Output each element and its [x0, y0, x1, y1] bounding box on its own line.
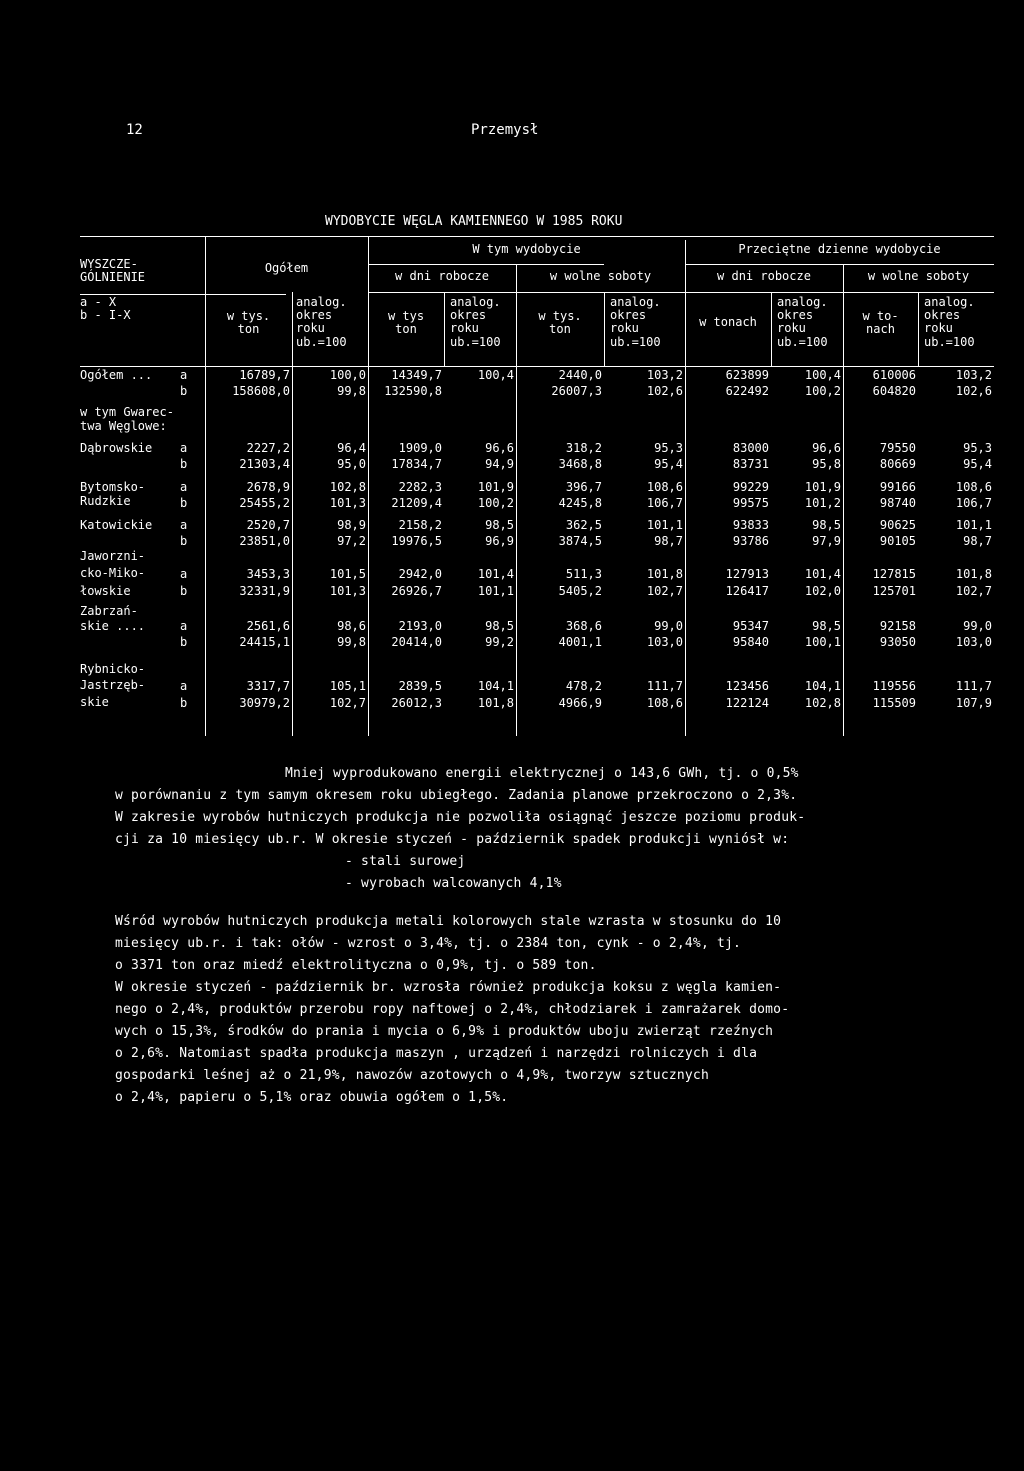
text-line: nego o 2,4%, produktów przerobu ropy naftowej o 2,4%, chłodziarek i zamrażarek domo-	[115, 1002, 790, 1017]
table-cell: 96,6	[812, 441, 841, 455]
text-line: Wśród wyrobów hutniczych produkcja metali kolorowych stale wzrasta w stosunku do 10	[115, 914, 782, 929]
table-cell: 98740	[879, 496, 916, 510]
table-cell: 101,3	[329, 496, 366, 510]
table-cell: 3874,5	[558, 534, 602, 548]
table-cell: 123456	[725, 679, 769, 693]
table-cell: 4001,1	[558, 635, 602, 649]
table-cell: 2193,0	[398, 619, 442, 633]
table-cell: 3317,7	[246, 679, 290, 693]
table-cell: 99,8	[337, 384, 366, 398]
table-cell: 103,0	[955, 635, 992, 649]
table-cell: 16789,7	[239, 368, 290, 382]
row-period-marker: a	[180, 679, 188, 693]
text-line: o 2,4%, papieru o 5,1% oraz obuwia ogółem o 1,5%.	[115, 1090, 509, 1105]
table-cell: 101,8	[477, 696, 514, 710]
table-cell: 101,1	[955, 518, 992, 532]
table-cell: 5405,2	[558, 584, 602, 598]
table-cell: 108,6	[646, 696, 683, 710]
table-cell: 102,0	[804, 584, 841, 598]
table-cell: 122124	[725, 696, 769, 710]
table-cell: 478,2	[565, 679, 602, 693]
table-cell: 2942,0	[398, 567, 442, 581]
table-cell: 104,1	[804, 679, 841, 693]
table-cell: 98,5	[812, 518, 841, 532]
table-cell: 98,5	[485, 518, 514, 532]
table-cell: 103,2	[646, 368, 683, 382]
table-cell: 95,4	[654, 457, 683, 471]
sub-workdays: w dni robocze	[395, 269, 489, 283]
table-cell: 2678,9	[246, 480, 290, 494]
table-cell: 92158	[879, 619, 916, 633]
table-cell: 96,6	[485, 441, 514, 455]
table-cell: 25455,2	[239, 496, 290, 510]
table-cell: 90105	[879, 534, 916, 548]
col-group-total: Ogółem	[264, 261, 309, 275]
text-line: W zakresie wyrobów hutniczych produkcja nie pozwoliła osiągnąć jeszcze poziomu produk-	[115, 810, 806, 825]
table-cell: 126417	[725, 584, 769, 598]
table-cell: 98,9	[337, 518, 366, 532]
row-period-marker: b	[180, 635, 188, 649]
table-cell: 105,1	[329, 679, 366, 693]
text-line: o 3371 ton oraz miedź elektrolityczna o 0,9%, tj. o 589 ton.	[115, 958, 597, 973]
table-cell: 83731	[732, 457, 769, 471]
row-period-marker: a	[180, 567, 188, 581]
table-cell: 104,1	[477, 679, 514, 693]
table-cell: 83000	[732, 441, 769, 455]
text-line: cji za 10 miesięcy ub.r. W okresie styczeń - październik spadek produkcji wyniósł w:	[115, 832, 790, 847]
table-cell: 368,6	[565, 619, 602, 633]
table-cell: 4245,8	[558, 496, 602, 510]
row-period-marker: a	[180, 480, 188, 494]
table-cell: 99229	[732, 480, 769, 494]
table-cell: 100,2	[804, 384, 841, 398]
table-cell: 93786	[732, 534, 769, 548]
table-cell: 100,2	[477, 496, 514, 510]
row-period-marker: b	[180, 384, 188, 398]
stub-legend-a: a - X	[80, 295, 117, 309]
table-cell: 108,6	[646, 480, 683, 494]
table-cell: 101,8	[955, 567, 992, 581]
table-cell: 2158,2	[398, 518, 442, 532]
table-cell: 1909,0	[398, 441, 442, 455]
col-group-daily: Przeciętne dzienne wydobycie	[738, 242, 941, 256]
table-cell: 93050	[879, 635, 916, 649]
table-cell: 511,3	[565, 567, 602, 581]
sub-daily-workdays: w dni robocze	[717, 269, 811, 283]
table-cell: 119556	[872, 679, 916, 693]
table-title: WYDOBYCIE WĘGLA KAMIENNEGO W 1985 ROKU	[325, 214, 623, 229]
table-cell: 100,0	[329, 368, 366, 382]
table-cell: 101,1	[646, 518, 683, 532]
table-cell: 95,3	[654, 441, 683, 455]
text-line: Mniej wyprodukowano energii elektrycznej o 143,6 GWh, tj. o 0,5%	[285, 766, 799, 781]
table-cell: 2839,5	[398, 679, 442, 693]
table-cell: 132590,8	[384, 384, 442, 398]
table-cell: 99575	[732, 496, 769, 510]
table-cell: 111,7	[646, 679, 683, 693]
table-cell: 101,8	[646, 567, 683, 581]
table-cell: 318,2	[565, 441, 602, 455]
text-line: gospodarki leśnej aż o 21,9%, nawozów azotowych o 4,9%, tworzyw sztucznych	[115, 1068, 709, 1083]
table-cell: 2227,2	[246, 441, 290, 455]
stub-legend-b: b - I-X	[80, 308, 131, 322]
sub-daily-free-saturdays: w wolne soboty	[867, 269, 970, 283]
table-cell: 106,7	[646, 496, 683, 510]
table-cell: 98,6	[337, 619, 366, 633]
table-cell: 2561,6	[246, 619, 290, 633]
row-period-marker: a	[180, 368, 188, 382]
table-cell: 125701	[872, 584, 916, 598]
row-period-marker: a	[180, 619, 188, 633]
table-cell: 98,7	[654, 534, 683, 548]
row-period-marker: b	[180, 584, 188, 598]
table-cell: 98,7	[963, 534, 992, 548]
table-cell: 24415,1	[239, 635, 290, 649]
table-cell: 101,4	[477, 567, 514, 581]
table-cell: 101,2	[804, 496, 841, 510]
table-cell: 95,4	[963, 457, 992, 471]
table-cell: 26007,3	[551, 384, 602, 398]
table-cell: 103,2	[955, 368, 992, 382]
table-cell: 115509	[872, 696, 916, 710]
table-cell: 111,7	[955, 679, 992, 693]
table-cell: 107,9	[955, 696, 992, 710]
stub-header-1: WYSZCZE-	[80, 257, 138, 271]
sub-free-saturdays: w wolne soboty	[549, 269, 652, 283]
table-cell: 23851,0	[239, 534, 290, 548]
page-number: 12	[126, 122, 143, 138]
table-cell: 2520,7	[246, 518, 290, 532]
col-group-of-which: W tym wydobycie	[472, 242, 581, 256]
table-cell: 26926,7	[391, 584, 442, 598]
table-cell: 127913	[725, 567, 769, 581]
table-cell: 101,9	[804, 480, 841, 494]
text-line: w porównaniu z tym samym okresem roku ubiegłego. Zadania planowe przekroczono o 2,3%.	[115, 788, 798, 803]
table-cell: 20414,0	[391, 635, 442, 649]
table-cell: 102,8	[329, 480, 366, 494]
table-cell: 4966,9	[558, 696, 602, 710]
table-cell: 99166	[879, 480, 916, 494]
table-cell: 100,4	[477, 368, 514, 382]
table-cell: 30979,2	[239, 696, 290, 710]
row-period-marker: b	[180, 534, 188, 548]
table-cell: 622492	[725, 384, 769, 398]
table-cell: 95,0	[337, 457, 366, 471]
table-cell: 95347	[732, 619, 769, 633]
table-cell: 99,0	[654, 619, 683, 633]
table-cell: 79550	[879, 441, 916, 455]
text-line: wych o 15,3%, środków do prania i mycia o 6,9% i produktów uboju zwierząt rzeźnych	[115, 1024, 774, 1039]
table-cell: 99,8	[337, 635, 366, 649]
table-cell: 96,9	[485, 534, 514, 548]
table-cell: 93833	[732, 518, 769, 532]
text-line: - wyrobach walcowanych 4,1%	[345, 876, 562, 891]
row-period-marker: b	[180, 696, 188, 710]
table-cell: 102,6	[646, 384, 683, 398]
table-cell: 2440,0	[558, 368, 602, 382]
table-cell: 21209,4	[391, 496, 442, 510]
table-cell: 102,7	[646, 584, 683, 598]
table-cell: 94,9	[485, 457, 514, 471]
table-cell: 102,7	[955, 584, 992, 598]
table-cell: 97,2	[337, 534, 366, 548]
table-cell: 127815	[872, 567, 916, 581]
table-cell: 3453,3	[246, 567, 290, 581]
table-cell: 96,4	[337, 441, 366, 455]
row-period-marker: b	[180, 457, 188, 471]
table-cell: 610006	[872, 368, 916, 382]
row-period-marker: b	[180, 496, 188, 510]
table-cell: 95840	[732, 635, 769, 649]
table-cell: 97,9	[812, 534, 841, 548]
table-cell: 101,5	[329, 567, 366, 581]
table-cell: 102,8	[804, 696, 841, 710]
table-cell: 396,7	[565, 480, 602, 494]
table-cell: 32331,9	[239, 584, 290, 598]
table-cell: 99,0	[963, 619, 992, 633]
table-cell: 14349,7	[391, 368, 442, 382]
table-cell: 101,4	[804, 567, 841, 581]
table-cell: 100,1	[804, 635, 841, 649]
table-cell: 98,5	[812, 619, 841, 633]
table-cell: 100,4	[804, 368, 841, 382]
table-cell: 17834,7	[391, 457, 442, 471]
table-cell: 158608,0	[232, 384, 290, 398]
table-cell: 101,3	[329, 584, 366, 598]
text-line: W okresie styczeń - październik br. wzrosła również produkcja koksu z węgla kamien-	[115, 980, 782, 995]
table-cell: 90625	[879, 518, 916, 532]
table-cell: 102,7	[329, 696, 366, 710]
table-cell: 106,7	[955, 496, 992, 510]
table-cell: 95,8	[812, 457, 841, 471]
table-cell: 3468,8	[558, 457, 602, 471]
table-cell: 80669	[879, 457, 916, 471]
table-cell: 19976,5	[391, 534, 442, 548]
row-period-marker: a	[180, 441, 188, 455]
table-cell: 21303,4	[239, 457, 290, 471]
text-line: miesięcy ub.r. i tak: ołów - wzrost o 3,4%, tj. o 2384 ton, cynk - o 2,4%, tj.	[115, 936, 742, 951]
table-cell: 101,9	[477, 480, 514, 494]
table-cell: 623899	[725, 368, 769, 382]
table-cell: 362,5	[565, 518, 602, 532]
table-cell: 99,2	[485, 635, 514, 649]
table-cell: 108,6	[955, 480, 992, 494]
table-cell: 102,6	[955, 384, 992, 398]
table-cell: 101,1	[477, 584, 514, 598]
table-cell: 103,0	[646, 635, 683, 649]
table-cell: 95,3	[963, 441, 992, 455]
running-title: Przemysł	[471, 122, 539, 138]
text-line: - stali surowej	[345, 854, 466, 869]
stub-header-2: GÓLNIENIE	[80, 270, 146, 284]
table-cell: 98,5	[485, 619, 514, 633]
table-cell: 604820	[872, 384, 916, 398]
text-line: o 2,6%. Natomiast spadła produkcja maszyn , urządzeń i narzędzi rolniczych i dla	[115, 1046, 758, 1061]
table-cell: 26012,3	[391, 696, 442, 710]
table-cell: 2282,3	[398, 480, 442, 494]
row-period-marker: a	[180, 518, 188, 532]
